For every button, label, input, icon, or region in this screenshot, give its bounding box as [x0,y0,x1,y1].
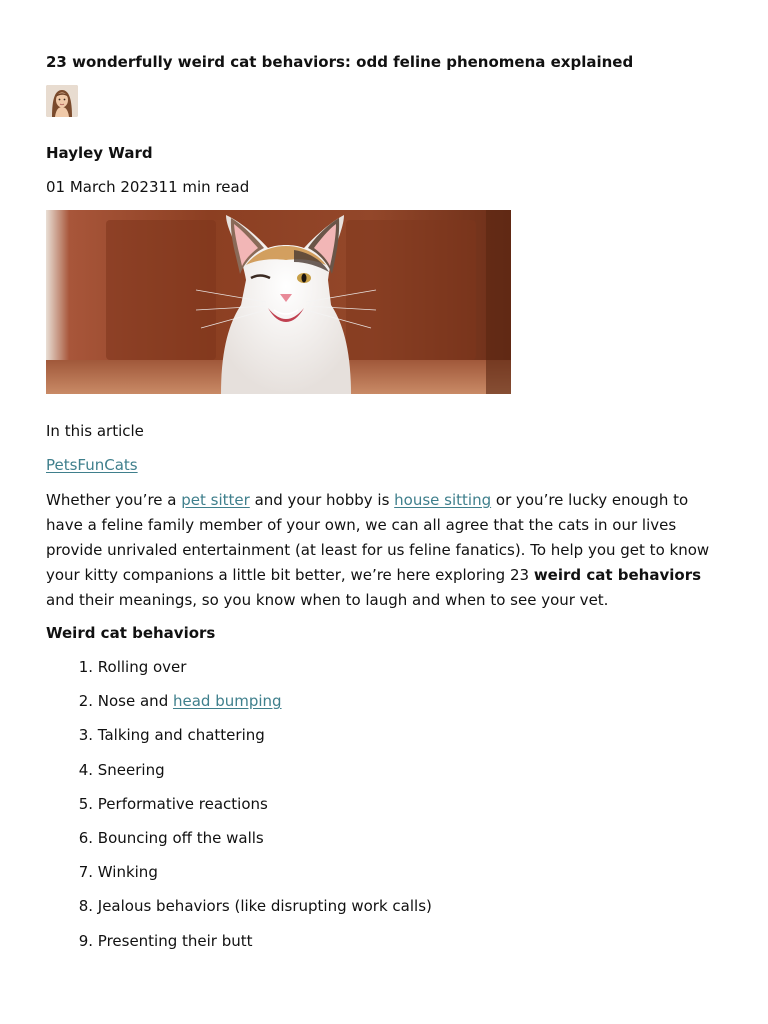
list-item [46,828,432,862]
house-sitting-link[interactable]: house sitting [394,491,492,509]
category-link-row [46,455,138,475]
winking-cat-photo [46,210,511,394]
list-item [46,657,432,691]
list-item-text: Rolling over [97,658,187,676]
section-heading: Weird cat behaviors [46,624,216,642]
list-number: 2. [78,692,93,711]
head-bumping-link[interactable]: head bumping [172,692,282,711]
list-item-text: Performative reactions [97,794,268,813]
author-name[interactable]: Hayley Ward [46,144,153,162]
list-number: 7. [78,863,93,882]
category-link[interactable]: PetsFunCats [46,456,138,474]
list-item-text: Sneering [97,760,165,779]
list-item [46,862,432,896]
list-number: 6. [78,828,93,847]
author-avatar-image [46,85,78,117]
list-item [46,760,432,794]
list-item [46,691,432,725]
list-number: 5. [78,794,93,813]
read-time: 11 min read [158,178,250,196]
toc-label: In this article [46,422,144,440]
list-number: 3. [78,726,93,745]
author-avatar[interactable] [46,85,78,117]
pet-sitter-link[interactable]: pet sitter [181,491,250,509]
hero-image [46,210,511,394]
behaviors-list [46,657,432,965]
list-item-text: Jealous behaviors (like disrupting work calls) [97,897,432,916]
list-item [46,931,432,965]
intro-paragraph [46,488,726,613]
intro-bold-text: weird cat behaviors [533,566,702,584]
article-title: 23 wonderfully weird cat behaviors: odd feline phenomena explained [46,53,634,71]
intro-text-1: Whether you’re a [46,491,182,509]
list-item-text: Talking and chattering [97,726,265,745]
list-item [46,725,432,759]
publish-date: 01 March 2023 [46,178,159,196]
list-item-text: Winking [97,863,158,882]
list-item-text: Presenting their butt [97,931,253,950]
intro-text-3: or you’re lucky enough to have a feline family member of your own, we can all agree that the cats in our lives provide unrivaled entertainment (at least for us feline fanatics). To help you get to know your kitty companions a little bit better, we’re here exploring 23 [46,491,710,584]
list-number: 1. [78,658,93,676]
intro-text-2: and your hobby is [249,491,395,509]
list-number: 8. [78,897,93,916]
list-item [46,896,432,930]
list-number: 4. [78,760,93,779]
article-meta [46,177,249,197]
list-item-text: Nose and [97,692,173,711]
list-item-text: Bouncing off the walls [97,828,264,847]
intro-text-4: and their meanings, so you know when to laugh and when to see your vet. [46,591,609,609]
list-item [46,794,432,828]
list-number: 9. [78,931,93,950]
